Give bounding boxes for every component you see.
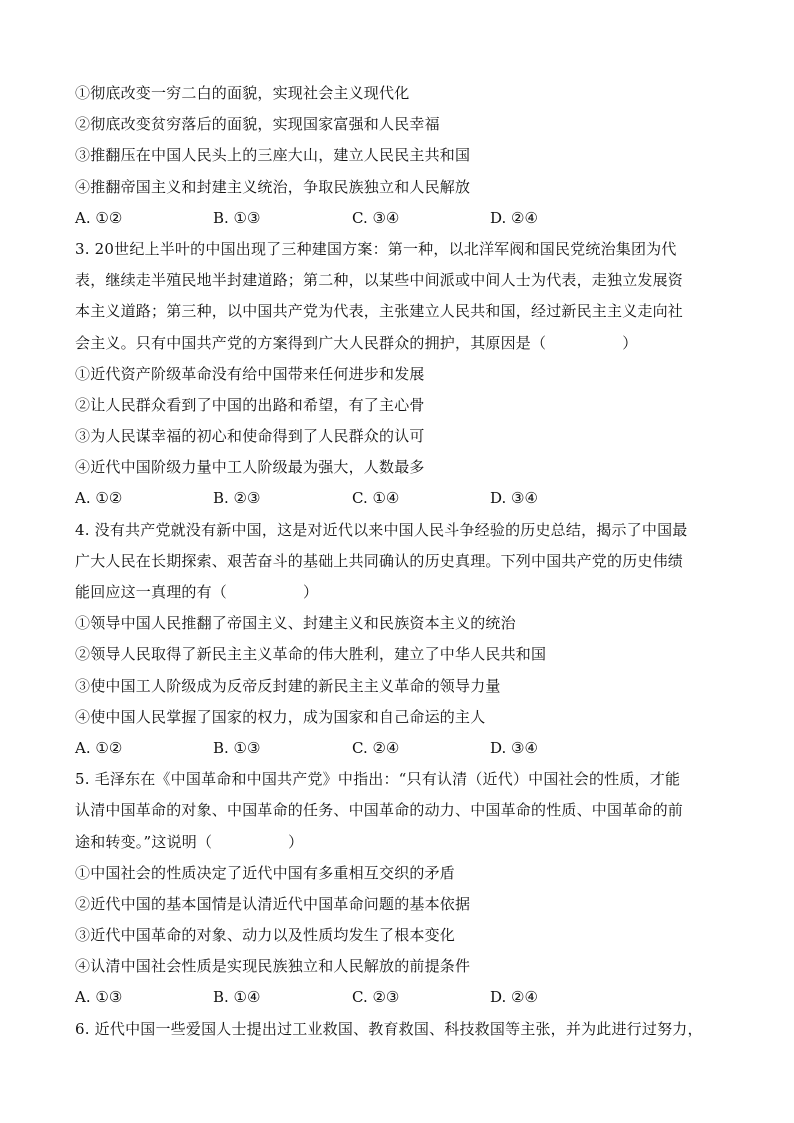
- exam-page: [75, 78, 725, 1045]
- stem-line: 能回应这一真理的有（ ）: [75, 583, 319, 601]
- choice-4: ④近代中国阶级力量中工人阶级最为强大，人数最多: [75, 458, 425, 477]
- choice-3: ③使中国工人阶级成为反帝反封建的新民主主义革命的领导力量: [75, 676, 501, 695]
- choice-3: ③近代中国革命的对象、动力以及性质均发生了根本变化: [75, 926, 456, 945]
- stem-line: 认清中国革命的对象、中国革命的任务、中国革命的动力、中国革命的性质、中国革命的前: [75, 801, 684, 820]
- choice-2: ②领导人民取得了新民主主义革命的伟大胜利，建立了中华人民共和国: [75, 645, 547, 664]
- question-5-options: [75, 982, 725, 1013]
- choice-3: ③推翻压在中国人民头上的三座大山，建立人民民主共和国: [75, 146, 471, 165]
- stem-line: 5. 毛泽东在《中国革命和中国共产党》中指出：“只有认清（近代）中国社会的性质，才能: [75, 770, 681, 789]
- option-a: A. ①②: [75, 738, 123, 757]
- choice-2: ②让人民群众看到了中国的出路和希望，有了主心骨: [75, 395, 425, 414]
- option-d: D. ②④: [490, 988, 538, 1007]
- option-b: B. ②③: [213, 489, 261, 508]
- stem-line: 途和转变。”这说明（ ）: [75, 832, 304, 851]
- option-b: B. ①④: [213, 988, 261, 1007]
- choice-4: ④使中国人民掌握了国家的权力，成为国家和自己命运的主人: [75, 707, 486, 726]
- question-3-options: [75, 483, 725, 514]
- choice-3: ③为人民谋幸福的初心和使命得到了人民群众的认可: [75, 427, 425, 446]
- choice-2: ②近代中国的基本国情是认清近代中国革命问题的基本依据: [75, 894, 471, 913]
- choice-4: ④推翻帝国主义和封建主义统治，争取民族独立和人民解放: [75, 177, 471, 196]
- question-4-choices: [75, 608, 725, 733]
- option-d: D. ③④: [490, 489, 538, 508]
- option-c: C. ②③: [352, 988, 400, 1007]
- question-6-stem: [75, 1014, 725, 1045]
- question-2-choices: [75, 78, 725, 203]
- choice-4: ④认清中国社会性质是实现民族独立和人民解放的前提条件: [75, 957, 471, 976]
- choice-1: ①领导中国人民推翻了帝国主义、封建主义和民族资本主义的统治: [75, 614, 516, 633]
- stem-line: 4. 没有共产党就没有新中国，这是对近代以来中国人民斗争经验的历史总结，揭示了中国最: [75, 520, 688, 539]
- question-3-choices: [75, 359, 725, 484]
- option-b: B. ①③: [213, 738, 261, 757]
- question-5-choices: [75, 858, 725, 983]
- option-c: C. ①④: [352, 489, 400, 508]
- option-c: C. ③④: [352, 208, 400, 227]
- question-4-options: [75, 733, 725, 764]
- question-2-options: [75, 203, 725, 234]
- question-4-stem: [75, 515, 725, 609]
- option-a: A. ①②: [75, 208, 123, 227]
- stem-line: 会主义。只有中国共产党的方案得到广大人民群众的拥护，其原因是（ ）: [75, 333, 638, 352]
- choice-1: ①彻底改变一穷二白的面貌，实现社会主义现代化: [75, 84, 410, 102]
- question-3-stem: [75, 234, 725, 359]
- option-c: C. ②④: [352, 738, 400, 757]
- stem-line: 本主义道路；第三种，以中国共产党为代表，主张建立人民共和国，经过新民主主义走向社: [75, 302, 684, 321]
- option-a: A. ①②: [75, 489, 123, 508]
- stem-line: 广大人民在长期探索、艰苦奋斗的基础上共同确认的历史真理。下列中国共产党的历史伟绩: [75, 551, 684, 570]
- option-d: D. ③④: [490, 738, 538, 757]
- stem-line: 表，继续走半殖民地半封建道路；第二种，以某些中间派或中间人士为代表，走独立发展资: [75, 271, 684, 290]
- choice-2: ②彻底改变贫穷落后的面貌，实现国家富强和人民幸福: [75, 115, 440, 134]
- option-d: D. ②④: [490, 208, 538, 227]
- stem-line: 3. 20世纪上半叶的中国出现了三种建国方案：第一种，以北洋军阀和国民党统治集团为代: [75, 239, 677, 258]
- question-5-stem: [75, 764, 725, 858]
- stem-line: 6. 近代中国一些爱国人士提出过工业救国、教育救国、科技救国等主张，并为此进行过努力，: [75, 1019, 703, 1038]
- option-b: B. ①③: [213, 208, 261, 227]
- choice-1: ①中国社会的性质决定了近代中国有多重相互交织的矛盾: [75, 863, 456, 882]
- option-a: A. ①③: [75, 988, 123, 1007]
- choice-1: ①近代资产阶级革命没有给中国带来任何进步和发展: [75, 364, 425, 383]
